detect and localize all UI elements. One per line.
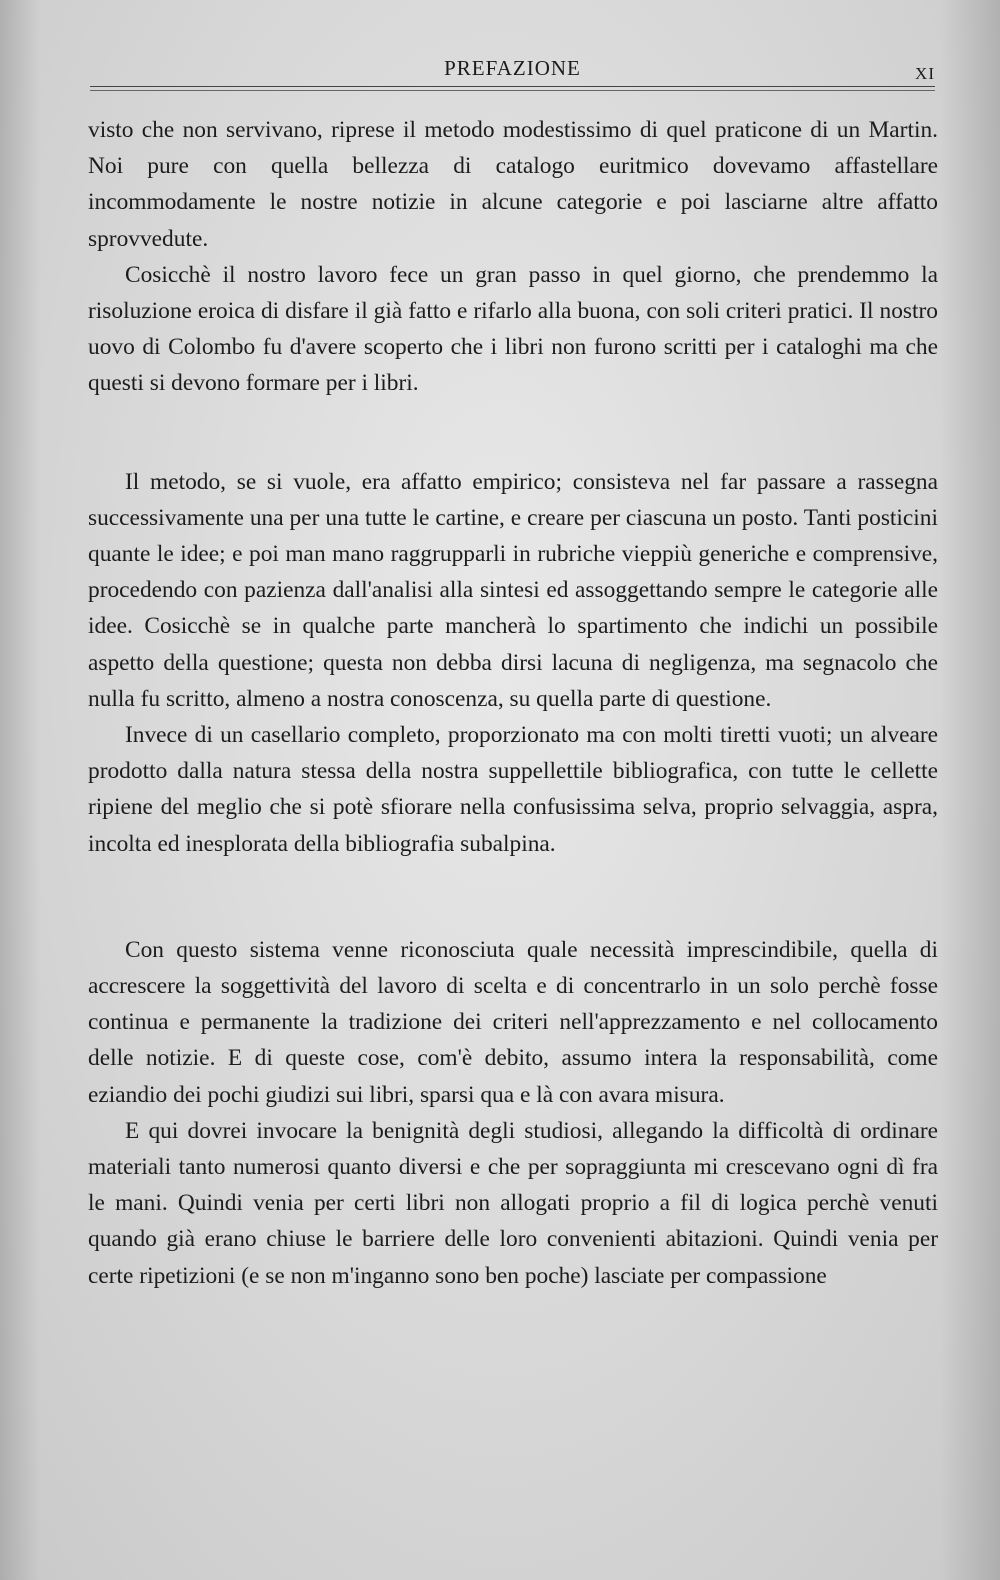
paragraph: Il metodo, se si vuole, era affatto empirico; consisteva nel far passare a rassegna successivamente una per una tutte le cartine, e creare per ciascuna un posto. Tanti posticini quante le idee; e poi man mano raggrupparli in rubriche vieppiù generiche e comprensive, procedendo con pazienza dall'analisi alla sintesi ed assoggettando sempre le categorie alle idee. Cosicchè se in qualche parte mancherà lo spartimento che indichi un possibile aspetto della questione; questa non debba dirsi lacuna di negligenza, ma segnacolo che nulla fu scritto, almeno a nostra conoscenza, su quella parte di questione. bbox=[88, 468, 938, 712]
paragraph: Cosicchè il nostro lavoro fece un gran passo in quel giorno, che prendemmo la risoluzione eroica di disfare il già fatto e rifarlo alla buona, con soli criteri pratici. Il nostro uovo di Colombo fu d'avere scoperto che i libri non furono scritti per i cataloghi ma che questi si devono formare per i libri. bbox=[88, 261, 938, 397]
body-text bbox=[88, 112, 938, 1294]
page-number: XI bbox=[915, 64, 935, 83]
paragraph: Con questo sistema venne riconosciuta quale necessità imprescindibile, quella di accrescere la soggettività del lavoro di scelta e di concentrarlo in un solo perchè fosse continua e permanente la tradizione dei criteri nell'apprezzamento e nel collocamento delle notizie. E di queste cose, com'è debito, assumo intera la responsabilità, come eziandio dei pochi giudizi sui libri, sparsi qua e là con avara misura. bbox=[88, 936, 938, 1108]
page-edge-shadow-right bbox=[940, 0, 1000, 1580]
header-rule-double bbox=[90, 90, 935, 91]
paragraph: E qui dovrei invocare la benignità degli studiosi, allegando la difficoltà di ordinare materiali tanto numerosi quanto diversi e che per sopraggiunta mi crescevano ogni dì fra le mani. Quindi venia per certi libri non allogati proprio a fil di logica perchè venuti quando già erano chiuse le barriere delle loro convenienti abitazioni. Quindi venia per certe ripetizioni (e se non m'inganno sono ben poche) lasciate per compassione bbox=[88, 1117, 938, 1289]
section-gap bbox=[88, 862, 938, 932]
section-gap bbox=[88, 402, 938, 464]
running-head bbox=[90, 52, 935, 92]
paragraph-continuation: visto che non servivano, riprese il metodo modestissimo di quel praticone di un Martin. Noi pure con quella bellezza di catalogo euritmico dovevamo affastellare incommodamente le nostre notizie in alcune categorie e poi lasciarne altre affatto sprovvedute. bbox=[88, 117, 938, 252]
page-edge-shadow-left bbox=[0, 0, 40, 1580]
header-rule bbox=[90, 86, 935, 87]
paragraph: Invece di un casellario completo, proporzionato ma con molti tiretti vuoti; un alveare prodotto dalla natura stessa della nostra suppellettile bibliografica, con tutte le cellette ripiene del meglio che si potè sfiorare nella confusissima selva, proprio selvaggia, aspra, incolta ed inesplorata della bibliografia subalpina. bbox=[88, 722, 938, 857]
running-head-title: PREFAZIONE bbox=[444, 56, 581, 80]
